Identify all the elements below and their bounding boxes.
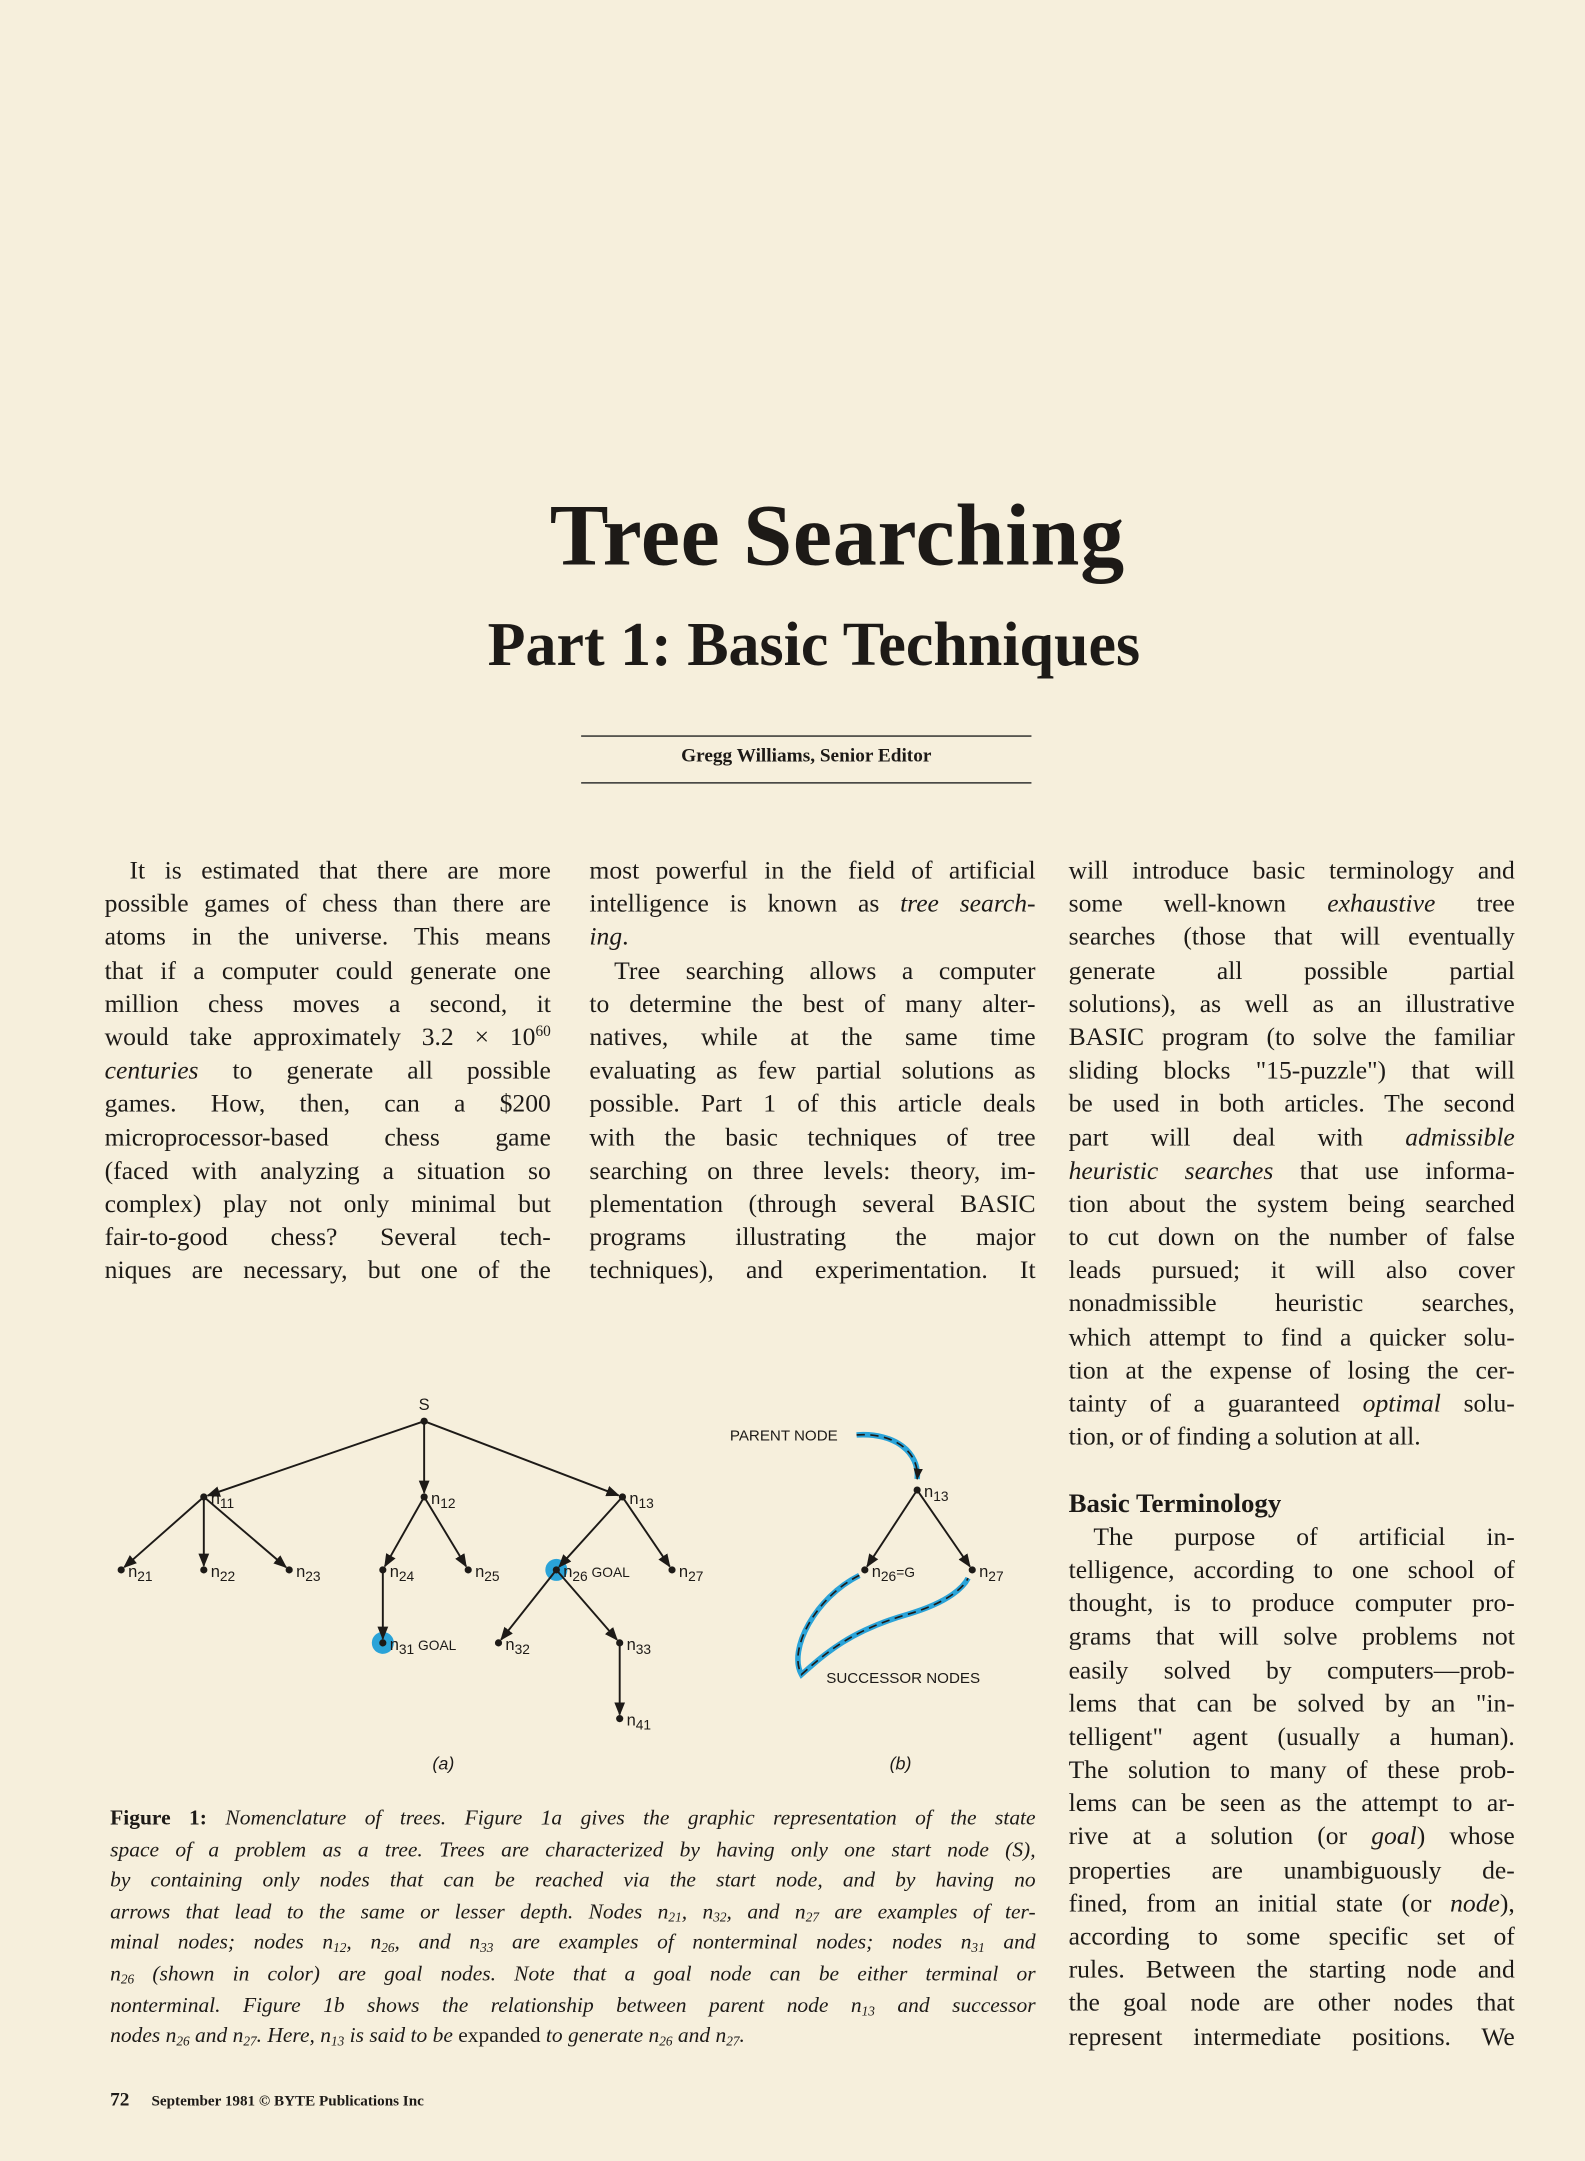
tree-node-dot bbox=[969, 1566, 976, 1573]
text-run: ing bbox=[589, 923, 623, 953]
tree-node-dot bbox=[553, 1566, 560, 1573]
text-run: ) whose bbox=[1416, 1822, 1515, 1852]
node-label-n26: $n_{26}$ $^{GOAL}$ bbox=[563, 1561, 630, 1584]
node-label-n27: $n_{27}$ bbox=[979, 1561, 1004, 1584]
tree-edge-arrow bbox=[124, 1497, 204, 1567]
caption-line bbox=[110, 1866, 1035, 1897]
text-run: and n bbox=[189, 2024, 244, 2048]
text-run: tion, or of finding a solution at all. bbox=[1068, 1422, 1421, 1452]
figure-caption bbox=[110, 1804, 1035, 2053]
tree-edge-arrow bbox=[385, 1497, 424, 1566]
text-run: rules. Between the starting node and bbox=[1068, 1955, 1515, 1985]
text-run: goal bbox=[1371, 1822, 1417, 1852]
text-run: optimal bbox=[1362, 1389, 1441, 1419]
subscript: 13 bbox=[861, 2003, 875, 2019]
text-run: some well-known bbox=[1068, 889, 1328, 919]
text-run: properties are unambiguously de- bbox=[1068, 1855, 1515, 1885]
text-run: easily solved by computers—prob- bbox=[1068, 1655, 1515, 1685]
text-run: million chess moves a second, it bbox=[104, 989, 551, 1019]
text-run: . Here, n bbox=[256, 2024, 331, 2048]
caption-line bbox=[110, 1804, 1035, 1835]
subscript: 33 bbox=[480, 1941, 494, 1957]
text-run: searching on three levels: theory, im- bbox=[589, 1156, 1036, 1186]
text-run: tion about the system being searched bbox=[1068, 1189, 1515, 1219]
text-run: be used in both articles. The second bbox=[1068, 1089, 1515, 1119]
text-run: leads pursued; it will also cover bbox=[1068, 1256, 1515, 1286]
tree-node-dot bbox=[421, 1493, 428, 1500]
text-run: with the basic techniques of tree bbox=[589, 1123, 1036, 1152]
text-run: and n bbox=[672, 2024, 727, 2048]
superscript: 60 bbox=[535, 1023, 551, 1041]
text-run: heuristic searches bbox=[1068, 1156, 1274, 1186]
subscript: 13 bbox=[330, 2034, 345, 2050]
text-run: microprocessor-based chess game bbox=[104, 1123, 551, 1152]
text-run: and bbox=[984, 1931, 1036, 1955]
node-label-n41: $n_{41}$ bbox=[626, 1710, 652, 1733]
subscript: 26 bbox=[659, 2034, 673, 2050]
node-label-n13: $n_{13}$ bbox=[629, 1488, 654, 1511]
text-run: complex) play not only minimal but bbox=[104, 1189, 551, 1219]
node-label-n21: $n_{21}$ bbox=[128, 1561, 153, 1584]
text-run: fined, from an initial state (or bbox=[1068, 1889, 1451, 1919]
tree-node-dot bbox=[495, 1639, 502, 1646]
text-run: grams that will solve problems not bbox=[1068, 1622, 1515, 1652]
text-run: are examples of ter- bbox=[818, 1900, 1036, 1924]
caption-line bbox=[110, 1897, 1035, 1928]
tree-node-dot bbox=[616, 1715, 623, 1722]
text-run: possible games of chess than there are bbox=[104, 889, 551, 919]
tree-node-dot bbox=[619, 1493, 626, 1500]
text-run: generate all possible partial bbox=[1068, 956, 1515, 986]
text-run: centuries bbox=[104, 1056, 199, 1086]
text-run: (shown in color) are goal nodes. Note that a goal node can be either terminal or bbox=[134, 1962, 1036, 1986]
text-run: which attempt to find a quicker solu- bbox=[1068, 1322, 1515, 1352]
node-label-n11: $n_{11}$ bbox=[210, 1488, 235, 1511]
caption-line bbox=[110, 2022, 1035, 2053]
text-run: tainty of a guaranteed bbox=[1068, 1389, 1363, 1419]
byline: Gregg Williams, Senior Editor bbox=[681, 746, 932, 768]
text-run: atoms in the universe. This means bbox=[104, 923, 551, 953]
text-run: to determine the best of many alter- bbox=[589, 989, 1036, 1019]
text-run: part will deal with bbox=[1068, 1123, 1406, 1152]
tree-node-dot bbox=[379, 1566, 386, 1573]
text-run: lems that can be solved by an "in- bbox=[1068, 1689, 1515, 1719]
parent-node-pointer-dash bbox=[857, 1435, 918, 1479]
text-run: , n bbox=[346, 1931, 382, 1955]
text-run: that use informa- bbox=[1273, 1156, 1515, 1186]
subscript: 31 bbox=[971, 1941, 985, 1957]
node-label-n13: $n_{13}$ bbox=[924, 1481, 949, 1505]
tree-node-dot bbox=[379, 1639, 386, 1646]
tree-edge-arrow bbox=[424, 1421, 618, 1495]
text-run: solutions), as well as an illustrative bbox=[1068, 989, 1515, 1019]
text-run: by containing only nodes that can be reached via the start node, and by having no bbox=[110, 1868, 1036, 1893]
tree-node-dot bbox=[914, 1486, 921, 1493]
text-run: will introduce basic terminology and bbox=[1068, 856, 1515, 886]
caption-line bbox=[110, 1835, 1035, 1866]
article-title: Tree Searching bbox=[549, 486, 1125, 584]
tree-edge-arrow bbox=[559, 1497, 622, 1567]
text-run: expanded bbox=[458, 2024, 541, 2048]
text-run: telligent" agent (usually a human). bbox=[1068, 1722, 1515, 1752]
node-label-n23: $n_{23}$ bbox=[296, 1561, 321, 1584]
tree-node-dot bbox=[465, 1566, 472, 1573]
tree-edge-arrow bbox=[208, 1421, 424, 1495]
text-run: most powerful in the field of artificial bbox=[589, 856, 1036, 886]
text-run: rive at a solution (or bbox=[1068, 1822, 1372, 1852]
subscript: 26 bbox=[120, 1972, 135, 1988]
caption-line bbox=[110, 1928, 1035, 1959]
node-label-n26: $n_{26}^{=G}$ bbox=[871, 1561, 915, 1584]
text-run: solu- bbox=[1440, 1389, 1515, 1419]
tree-node-dot bbox=[286, 1566, 293, 1573]
text-run: telligence, according to one school of bbox=[1068, 1556, 1515, 1585]
text-run: . bbox=[622, 923, 629, 953]
subscript: 12 bbox=[333, 1941, 347, 1957]
text-run: nonterminal. Figure 1b shows the relationship between parent node n bbox=[110, 1993, 862, 2017]
caption-line bbox=[110, 1960, 1035, 1991]
figure-a-label: (a) bbox=[432, 1753, 455, 1774]
text-run: evaluating as few partial solutions as bbox=[589, 1056, 1036, 1086]
text-run: possible. Part 1 of this article deals bbox=[589, 1089, 1036, 1119]
subscript: 27 bbox=[726, 2034, 740, 2050]
tree-node-dot bbox=[421, 1418, 428, 1425]
node-label-n27: $n_{27}$ bbox=[678, 1561, 704, 1584]
text-run: node bbox=[1450, 1889, 1500, 1919]
tree-b bbox=[861, 1482, 1003, 1584]
text-run: tree bbox=[1435, 889, 1515, 919]
subscript: 21 bbox=[668, 1910, 682, 1926]
text-run: is said to be bbox=[344, 2024, 459, 2048]
text-run: intelligence is known as bbox=[589, 889, 901, 919]
text-run: minal nodes; nodes n bbox=[110, 1931, 334, 1955]
text-run: fair-to-good chess? Several tech- bbox=[104, 1222, 551, 1252]
node-label-n33: $n_{33}$ bbox=[626, 1634, 652, 1657]
node-label-n31: $n_{31}$ $^{GOAL}$ bbox=[389, 1634, 457, 1657]
text-run: ), bbox=[1499, 1889, 1515, 1919]
tree-node-dot bbox=[200, 1566, 207, 1573]
text-run: niques are necessary, but one of the bbox=[104, 1256, 551, 1286]
node-label-n32: $n_{32}$ bbox=[505, 1634, 530, 1657]
tree-node-dot bbox=[616, 1639, 623, 1646]
text-run: that if a computer could generate one bbox=[104, 956, 551, 986]
node-label-n12: $n_{12}$ bbox=[431, 1488, 456, 1511]
parent-node-label: PARENT NODE bbox=[729, 1427, 838, 1445]
text-run: searches (those that will eventually bbox=[1068, 923, 1515, 953]
text-run: lems can be seen as the attempt to ar- bbox=[1068, 1789, 1515, 1819]
tree-node-dot bbox=[200, 1493, 207, 1500]
text-run: represent intermediate positions. We bbox=[1068, 2022, 1515, 2052]
subscript: 32 bbox=[713, 1910, 727, 1926]
article-subtitle: Part 1: Basic Techniques bbox=[487, 610, 1141, 679]
text-run: , and n bbox=[394, 1931, 481, 1955]
node-label-n25: $n_{25}$ bbox=[475, 1561, 500, 1584]
page-footer bbox=[110, 2090, 424, 2112]
text-run: (faced with analyzing a situation so bbox=[104, 1156, 551, 1186]
subscript: 26 bbox=[381, 1941, 395, 1957]
text-run: tree search- bbox=[900, 889, 1036, 919]
text-run: according to some specific set of bbox=[1068, 1922, 1515, 1952]
figure-b-label: (b) bbox=[889, 1753, 912, 1774]
text-run: to generate all possible bbox=[198, 1056, 551, 1086]
text-run: nodes n bbox=[110, 2024, 177, 2048]
text-run: would take approximately 3.2 × 10 bbox=[104, 1023, 536, 1053]
text-run: , n bbox=[681, 1900, 714, 1924]
successor-nodes-bracket bbox=[798, 1575, 968, 1674]
text-run: BASIC program (to solve the familiar bbox=[1068, 1023, 1515, 1053]
text-run: The purpose of artificial in- bbox=[1093, 1522, 1515, 1552]
section-heading: Basic Terminology bbox=[1068, 1489, 1282, 1519]
text-run: are examples of nonterminal nodes; nodes n bbox=[493, 1931, 972, 1955]
text-run: sliding blocks "15-puzzle") that will bbox=[1068, 1056, 1515, 1086]
successor-nodes-label: SUCCESSOR NODES bbox=[826, 1669, 981, 1687]
text-run: nonadmissible heuristic searches, bbox=[1068, 1289, 1515, 1319]
node-label-S: S bbox=[418, 1395, 430, 1415]
parent-node-pointer bbox=[857, 1435, 918, 1479]
text-run: exhaustive bbox=[1327, 889, 1436, 919]
text-run: and successor bbox=[874, 1993, 1036, 2017]
text-run: plementation (through several BASIC bbox=[589, 1189, 1036, 1219]
text-run: admissible bbox=[1405, 1123, 1515, 1152]
text-run: natives, while at the same time bbox=[589, 1023, 1036, 1053]
text-run: programs illustrating the major bbox=[589, 1222, 1036, 1252]
node-label-n24: $n_{24}$ bbox=[389, 1561, 415, 1584]
text-run: games. How, then, can a $200 bbox=[104, 1089, 551, 1119]
text-run: techniques), and experimentation. It bbox=[589, 1256, 1036, 1286]
text-run: tion at the expense of losing the cer- bbox=[1068, 1356, 1515, 1386]
node-label-n22: $n_{22}$ bbox=[210, 1561, 236, 1584]
tree-a bbox=[118, 1395, 704, 1732]
tree-node-dot bbox=[668, 1566, 675, 1573]
text-run: Nomenclature of trees. Figure 1a gives the graphic representation of the state bbox=[225, 1806, 1036, 1831]
subscript: 26 bbox=[176, 2034, 190, 2050]
footer-publication: September 1981 © BYTE Publications Inc bbox=[151, 2093, 424, 2110]
page-number: 72 bbox=[110, 2090, 130, 2112]
text-run: arrows that lead to the same or lesser depth. Nodes n bbox=[110, 1900, 669, 1924]
text-run: . bbox=[739, 2024, 745, 2048]
text-run: space of a problem as a tree. Trees are characterized by having only one start node (S), bbox=[110, 1837, 1036, 1862]
text-run: , and n bbox=[726, 1900, 806, 1924]
text-run: to cut down on the number of false bbox=[1068, 1222, 1515, 1252]
text-run: thought, is to produce computer pro- bbox=[1068, 1589, 1515, 1619]
subscript: 27 bbox=[243, 2034, 257, 2050]
text-run: It is estimated that there are more bbox=[129, 856, 551, 886]
tree-node-dot bbox=[861, 1566, 868, 1573]
text-run: to generate n bbox=[540, 2024, 660, 2048]
tree-edge-arrow bbox=[867, 1490, 917, 1566]
text-run: Tree searching allows a computer bbox=[614, 956, 1036, 986]
text-run: the goal node are other nodes that bbox=[1068, 1989, 1515, 2018]
text-run: Figure 1: bbox=[110, 1806, 226, 1831]
caption-line bbox=[110, 1991, 1035, 2022]
subscript: 27 bbox=[805, 1910, 819, 1926]
tree-edge-arrow bbox=[501, 1570, 556, 1640]
text-run: n bbox=[110, 1962, 121, 1986]
tree-node-dot bbox=[118, 1566, 125, 1573]
text-run: The solution to many of these prob- bbox=[1068, 1755, 1515, 1785]
